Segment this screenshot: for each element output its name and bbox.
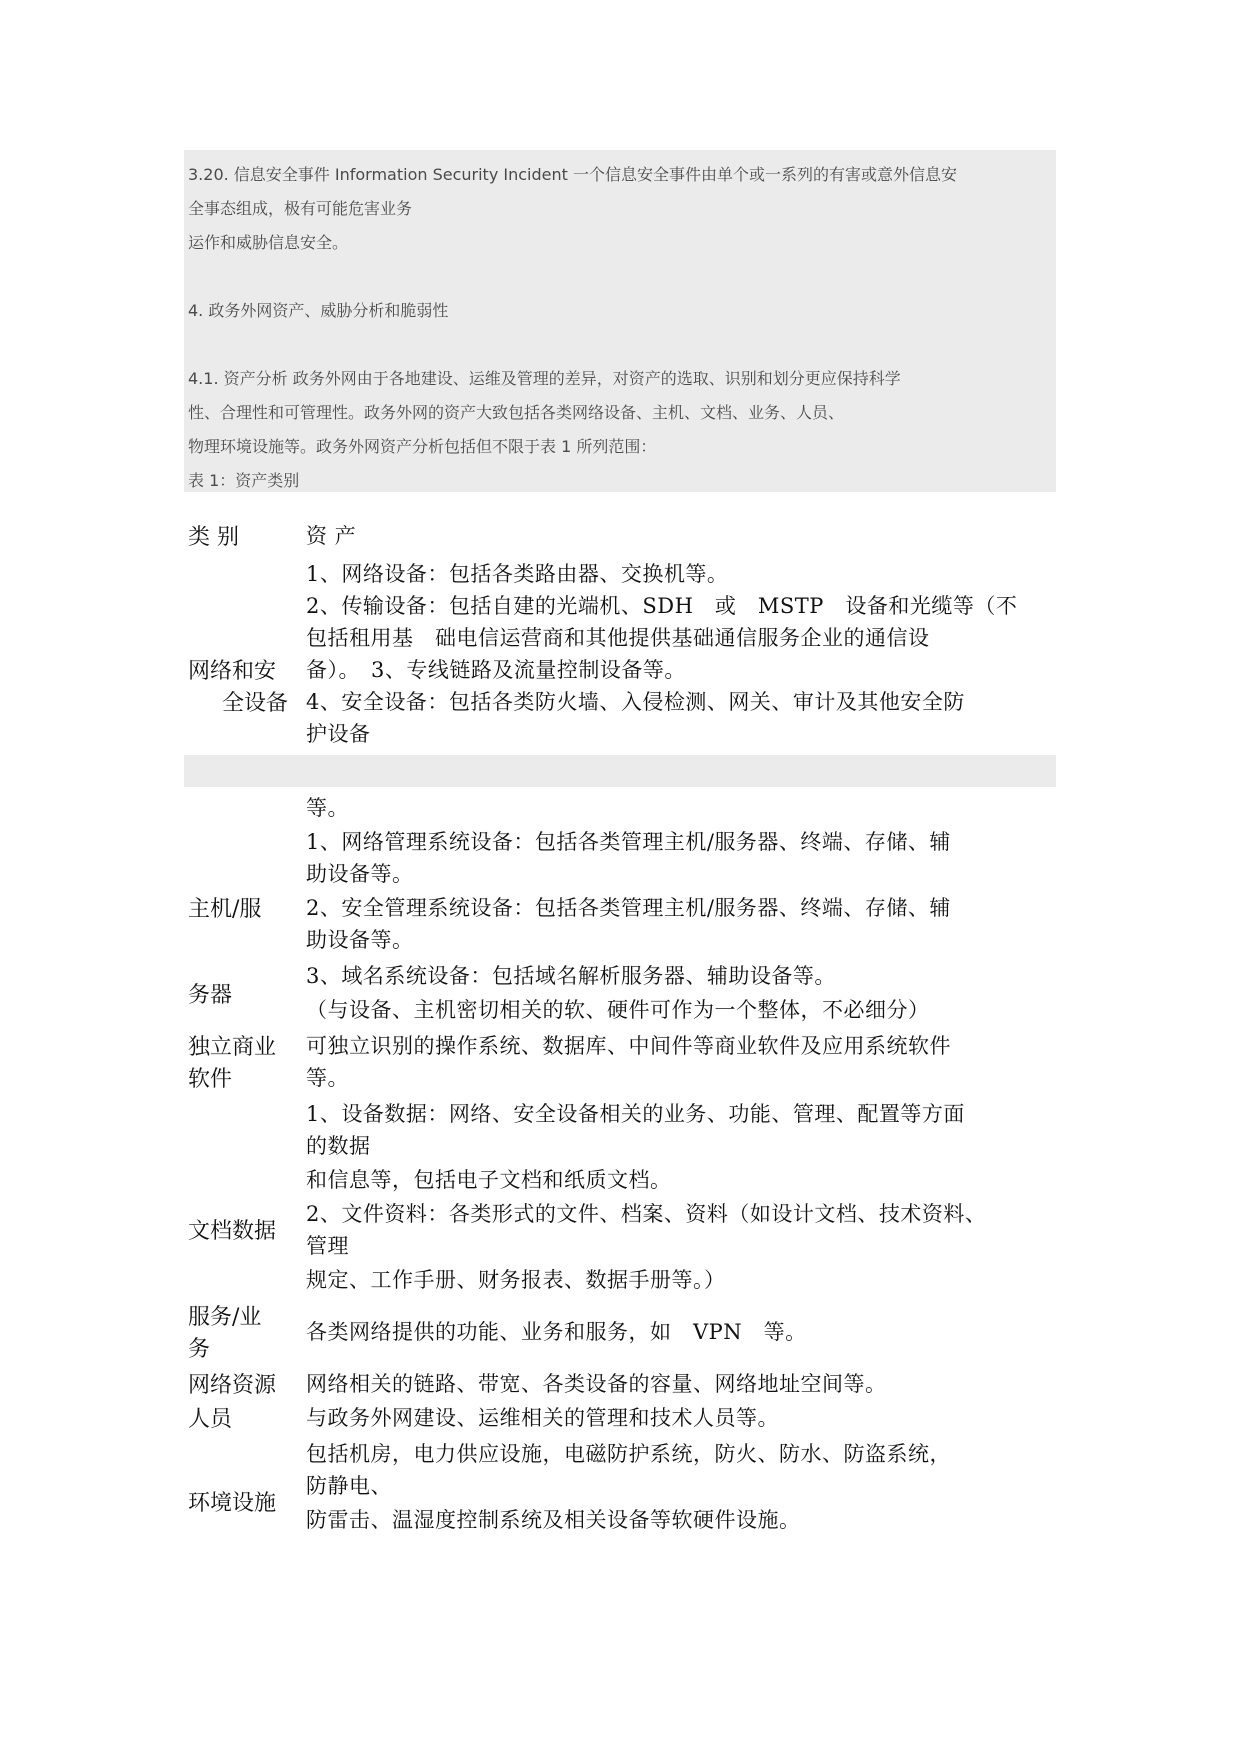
net-asset-continuation: 等。 xyxy=(306,796,349,820)
asset-analysis-line-2: 性、合理性和可管理性。政务外网的资产大致包括各类网络设备、主机、文档、业务、人员、 xyxy=(188,403,845,422)
service-asset-line-1: 各类网络提供的功能、业务和服务，如 VPN 等。 xyxy=(306,1320,807,1344)
doc-asset-line-5: 管理 xyxy=(306,1234,349,1258)
host-asset-line-1: 1、网络管理系统设备：包括各类管理主机/服务器、终端、存储、辅 xyxy=(306,830,951,854)
definition-line-3: 运作和威胁信息安全。 xyxy=(188,233,349,252)
doc-asset-line-4: 2、文件资料：各类形式的文件、档案、资料（如设计文档、技术资料、 xyxy=(306,1202,987,1226)
doc-category: 文档数据 xyxy=(188,1219,277,1244)
environment-asset-line-3: 防雷击、温湿度控制系统及相关设备等软硬件设施。 xyxy=(306,1508,801,1532)
software-category-line-1: 独立商业 xyxy=(188,1035,277,1060)
environment-asset-line-2: 防静电、 xyxy=(306,1474,392,1498)
host-category-line-1: 主机/服 xyxy=(188,897,262,922)
host-category-line-2: 务器 xyxy=(188,983,233,1008)
net-asset-line-5: 4、安全设备：包括各类防火墙、入侵检测、网关、审计及其他安全防 xyxy=(306,690,965,714)
host-asset-line-5: 3、域名系统设备：包括域名解析服务器、辅助设备等。 xyxy=(306,964,836,988)
net-asset-line-4: 备）。 3、专线链路及流量控制设备等。 xyxy=(306,658,686,682)
section-heading-4: 4. 政务外网资产、威胁分析和脆弱性 xyxy=(188,301,449,320)
net-asset-line-3: 包括租用基 础电信运营商和其他提供基础通信服务企业的通信设 xyxy=(306,626,930,650)
environment-asset-line-1: 包括机房，电力供应设施，电磁防护系统，防火、防水、防盗系统， xyxy=(306,1442,951,1466)
service-category-line-1: 服务/业 xyxy=(188,1305,262,1330)
definition-line-1: 3.20. 信息安全事件 Information Security Incident 一个信息安全事件由单个或一系列的有害或意外信息安 xyxy=(188,165,957,184)
header-category: 类 别 xyxy=(188,525,239,550)
environment-category: 环境设施 xyxy=(188,1491,277,1516)
asset-analysis-line-1: 4.1. 资产分析 政务外网由于各地建设、运维及管理的差异，对资产的选取、识别和划分更应保持科学 xyxy=(188,369,901,388)
net-asset-line-1: 1、网络设备：包括各类路由器、交换机等。 xyxy=(306,562,729,586)
personnel-category: 人员 xyxy=(188,1407,233,1432)
host-asset-line-2: 助设备等。 xyxy=(306,862,414,886)
software-asset-line-1: 可独立识别的操作系统、数据库、中间件等商业软件及应用系统软件 xyxy=(306,1034,951,1058)
resource-asset-line-1: 网络相关的链路、带宽、各类设备的容量、网络地址空间等。 xyxy=(306,1372,887,1396)
personnel-asset-line-1: 与政务外网建设、运维相关的管理和技术人员等。 xyxy=(306,1406,779,1430)
host-asset-line-4: 助设备等。 xyxy=(306,928,414,952)
grey-divider-strip xyxy=(184,755,1056,787)
table-caption: 表 1：资产类别 xyxy=(188,471,300,490)
doc-asset-line-3: 和信息等，包括电子文档和纸质文档。 xyxy=(306,1168,672,1192)
resource-category: 网络资源 xyxy=(188,1373,277,1398)
software-category-line-2: 软件 xyxy=(188,1067,233,1092)
net-asset-line-2: 2、传输设备：包括自建的光端机、SDH 或 MSTP 设备和光缆等（不 xyxy=(306,594,1018,618)
asset-analysis-line-3: 物理环境设施等。政务外网资产分析包括但不限于表 1 所列范围： xyxy=(188,437,657,456)
header-asset: 资 产 xyxy=(306,524,357,548)
host-asset-line-6: （与设备、主机密切相关的软、硬件可作为一个整体，不必细分） xyxy=(306,998,930,1022)
doc-asset-line-6: 规定、工作手册、财务报表、数据手册等。） xyxy=(306,1268,726,1292)
net-category-line-2: 全设备 xyxy=(221,691,288,716)
net-asset-line-6: 护设备 xyxy=(306,722,371,746)
doc-asset-line-2: 的数据 xyxy=(306,1134,371,1158)
service-category-line-2: 务 xyxy=(188,1337,211,1362)
host-asset-line-3: 2、安全管理系统设备：包括各类管理主机/服务器、终端、存储、辅 xyxy=(306,896,951,920)
net-category-line-1: 网络和安 xyxy=(188,659,277,684)
definition-line-2: 全事态组成，极有可能危害业务 xyxy=(188,199,413,218)
doc-asset-line-1: 1、设备数据：网络、安全设备相关的业务、功能、管理、配置等方面 xyxy=(306,1102,965,1126)
software-asset-line-2: 等。 xyxy=(306,1066,349,1090)
